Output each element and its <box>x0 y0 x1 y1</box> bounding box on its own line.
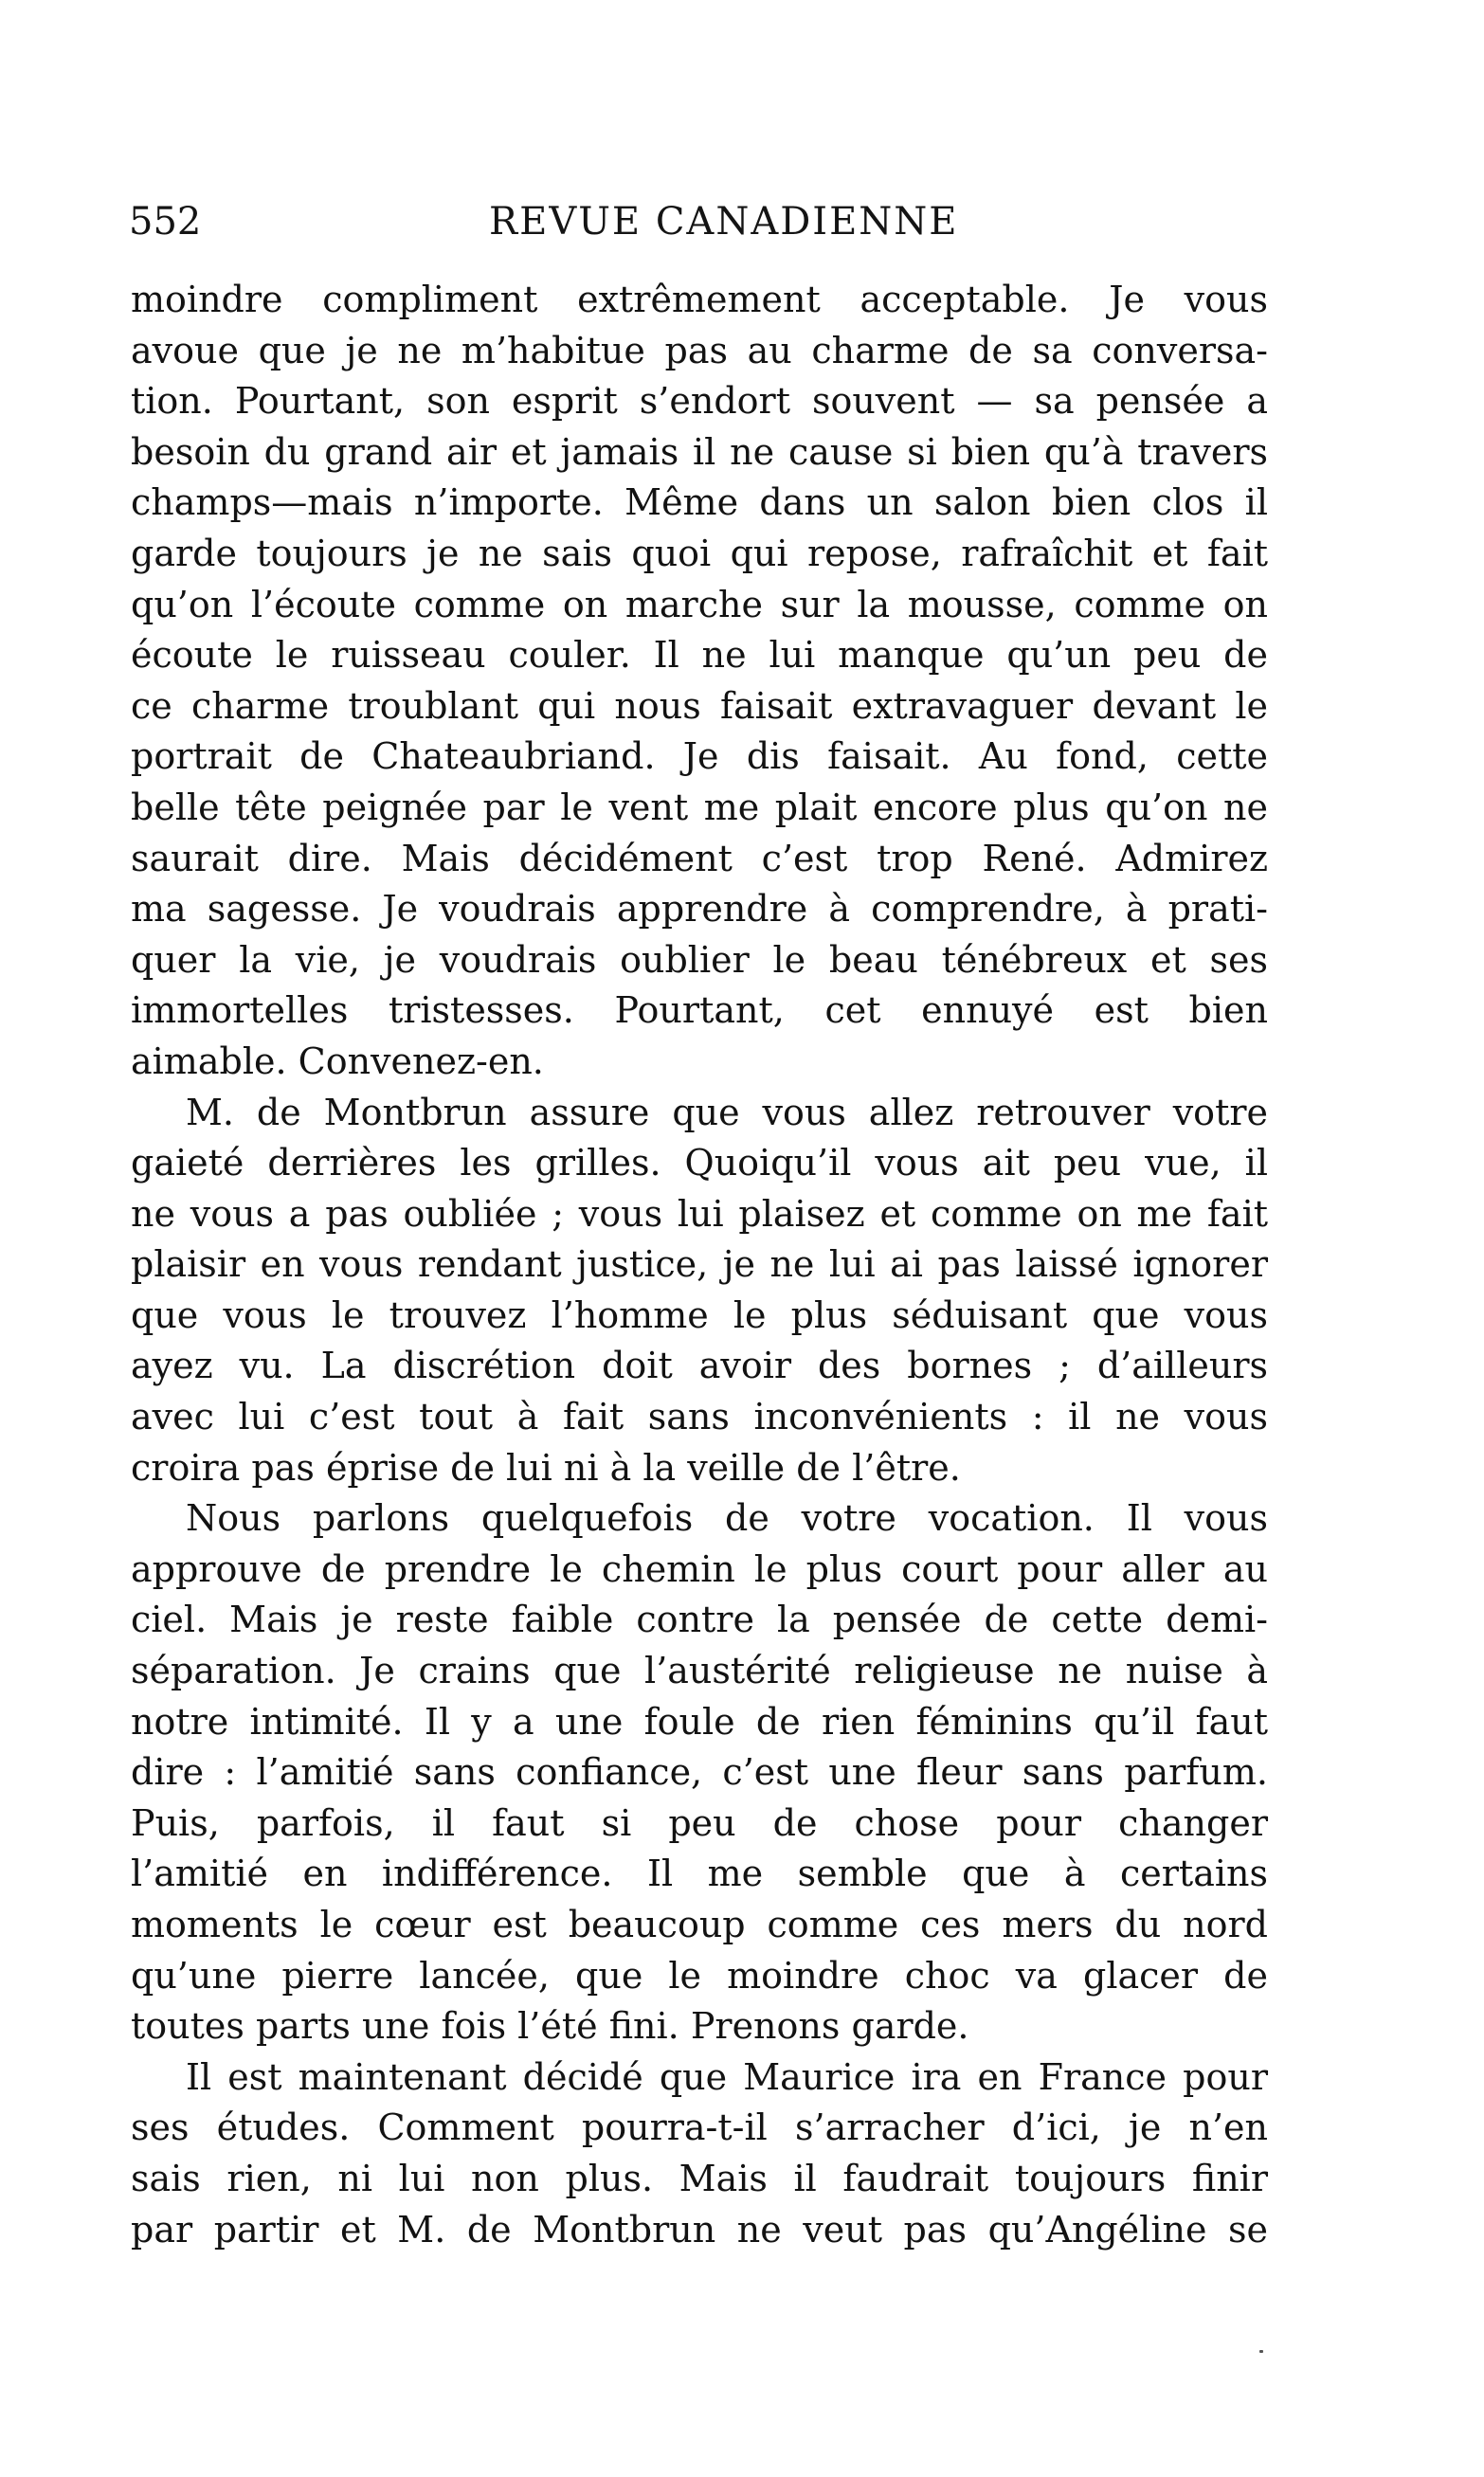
text-line: ciel. Mais je reste faible contre la pensée de cette demi- <box>131 1599 1268 1641</box>
text-line: qu’on l’écoute comme on marche sur la mousse, comme on <box>131 583 1268 625</box>
text-line: ne vous a pas oubliée ; vous lui plaisez et comme on me fait <box>131 1192 1268 1235</box>
paragraph-3 <box>131 1493 1268 2052</box>
text-line: gaieté derrières les grilles. Quoiqu’il vous ait peu vue, il <box>131 1142 1268 1184</box>
text-line: dire : l’amitié sans confiance, c’est une fleur sans parfum. <box>131 1751 1268 1794</box>
text-line: ce charme troublant qui nous faisait extravaguer devant le <box>131 684 1268 727</box>
text-line: séparation. Je crains que l’austérité religieuse ne nuise à <box>131 1650 1268 1692</box>
text-line: immortelles tristesses. Pourtant, cet ennuyé est bien <box>131 989 1268 1032</box>
body-text <box>131 275 1268 2255</box>
text-line: ayez vu. La discrétion doit avoir des bornes ; d’ailleurs <box>131 1345 1268 1387</box>
text-line: moments le cœur est beaucoup comme ces mers du nord <box>131 1904 1268 1945</box>
text-line: notre intimité. Il y a une foule de rien féminins qu’il faut <box>131 1700 1268 1743</box>
ink-speck <box>1259 2350 1263 2353</box>
text-line: sais rien, ni lui non plus. Mais il faudrait toujours finir <box>131 2157 1268 2199</box>
text-line: champs—mais n’importe. Même dans un salon bien clos il <box>131 481 1268 524</box>
text-line: ses études. Comment pourra-t-il s’arracher d’ici, je n’en <box>131 2106 1268 2149</box>
text-line: par partir et M. de Montbrun ne veut pas qu’Angéline se <box>131 2208 1268 2251</box>
text-line: plaisir en vous rendant justice, je ne lui ai pas laissé ignorer <box>131 1243 1268 1286</box>
text-line: besoin du grand air et jamais il ne cause si bien qu’à travers <box>131 430 1268 473</box>
text-line: l’amitié en indifférence. Il me semble que à certains <box>131 1853 1268 1895</box>
text-line: moindre compliment extrêmement acceptable. Je vous <box>131 279 1268 320</box>
text-line: quer la vie, je voudrais oublier le beau ténébreux et ses <box>131 938 1268 981</box>
paragraph-4 <box>131 2052 1268 2255</box>
text-line: toutes parts une fois l’été fini. Prenons garde. <box>131 2005 969 2048</box>
text-line: portrait de Chateaubriand. Je dis faisait. Au fond, cette <box>131 735 1268 778</box>
page-header <box>129 193 1304 250</box>
text-line: avoue que je ne m’habitue pas au charme de sa conversa- <box>131 329 1268 371</box>
text-line: tion. Pourtant, son esprit s’endort souvent — sa pensée a <box>131 380 1268 423</box>
text-line: avec lui c’est tout à fait sans inconvénients : il ne vous <box>131 1396 1268 1438</box>
page-number: 552 <box>129 200 202 244</box>
text-line: garde toujours je ne sais quoi qui repose, rafraîchit et fait <box>131 532 1268 574</box>
text-line: approuve de prendre le chemin le plus court pour aller au <box>131 1547 1268 1590</box>
text-line: saurait dire. Mais décidément c’est trop René. Admirez <box>131 837 1268 879</box>
text-line: Nous parlons quelquefois de votre vocation. Il vous <box>186 1497 1268 1540</box>
text-line: Puis, parfois, il faut si peu de chose pour changer <box>131 1801 1268 1844</box>
text-line: que vous le trouvez l’homme le plus séduisant que vous <box>131 1293 1268 1336</box>
paragraph-1 <box>131 275 1268 1088</box>
text-line: Il est maintenant décidé que Maurice ira en France pour <box>186 2055 1268 2098</box>
text-line: M. de Montbrun assure que vous allez retrouver votre <box>186 1091 1268 1133</box>
text-line: belle tête peignée par le vent me plait encore plus qu’on ne <box>131 786 1268 828</box>
paragraph-2 <box>131 1088 1268 1494</box>
text-line: qu’une pierre lancée, que le moindre choc va glacer de <box>131 1954 1268 1997</box>
running-head: REVUE CANADIENNE <box>489 200 959 244</box>
text-line: aimable. Convenez-en. <box>131 1040 544 1082</box>
text-line: écoute le ruisseau couler. Il ne lui manque qu’un peu de <box>131 634 1268 677</box>
text-line: croira pas éprise de lui ni à la veille de l’être. <box>131 1446 961 1489</box>
text-line: ma sagesse. Je voudrais apprendre à comprendre, à prati- <box>131 888 1268 931</box>
